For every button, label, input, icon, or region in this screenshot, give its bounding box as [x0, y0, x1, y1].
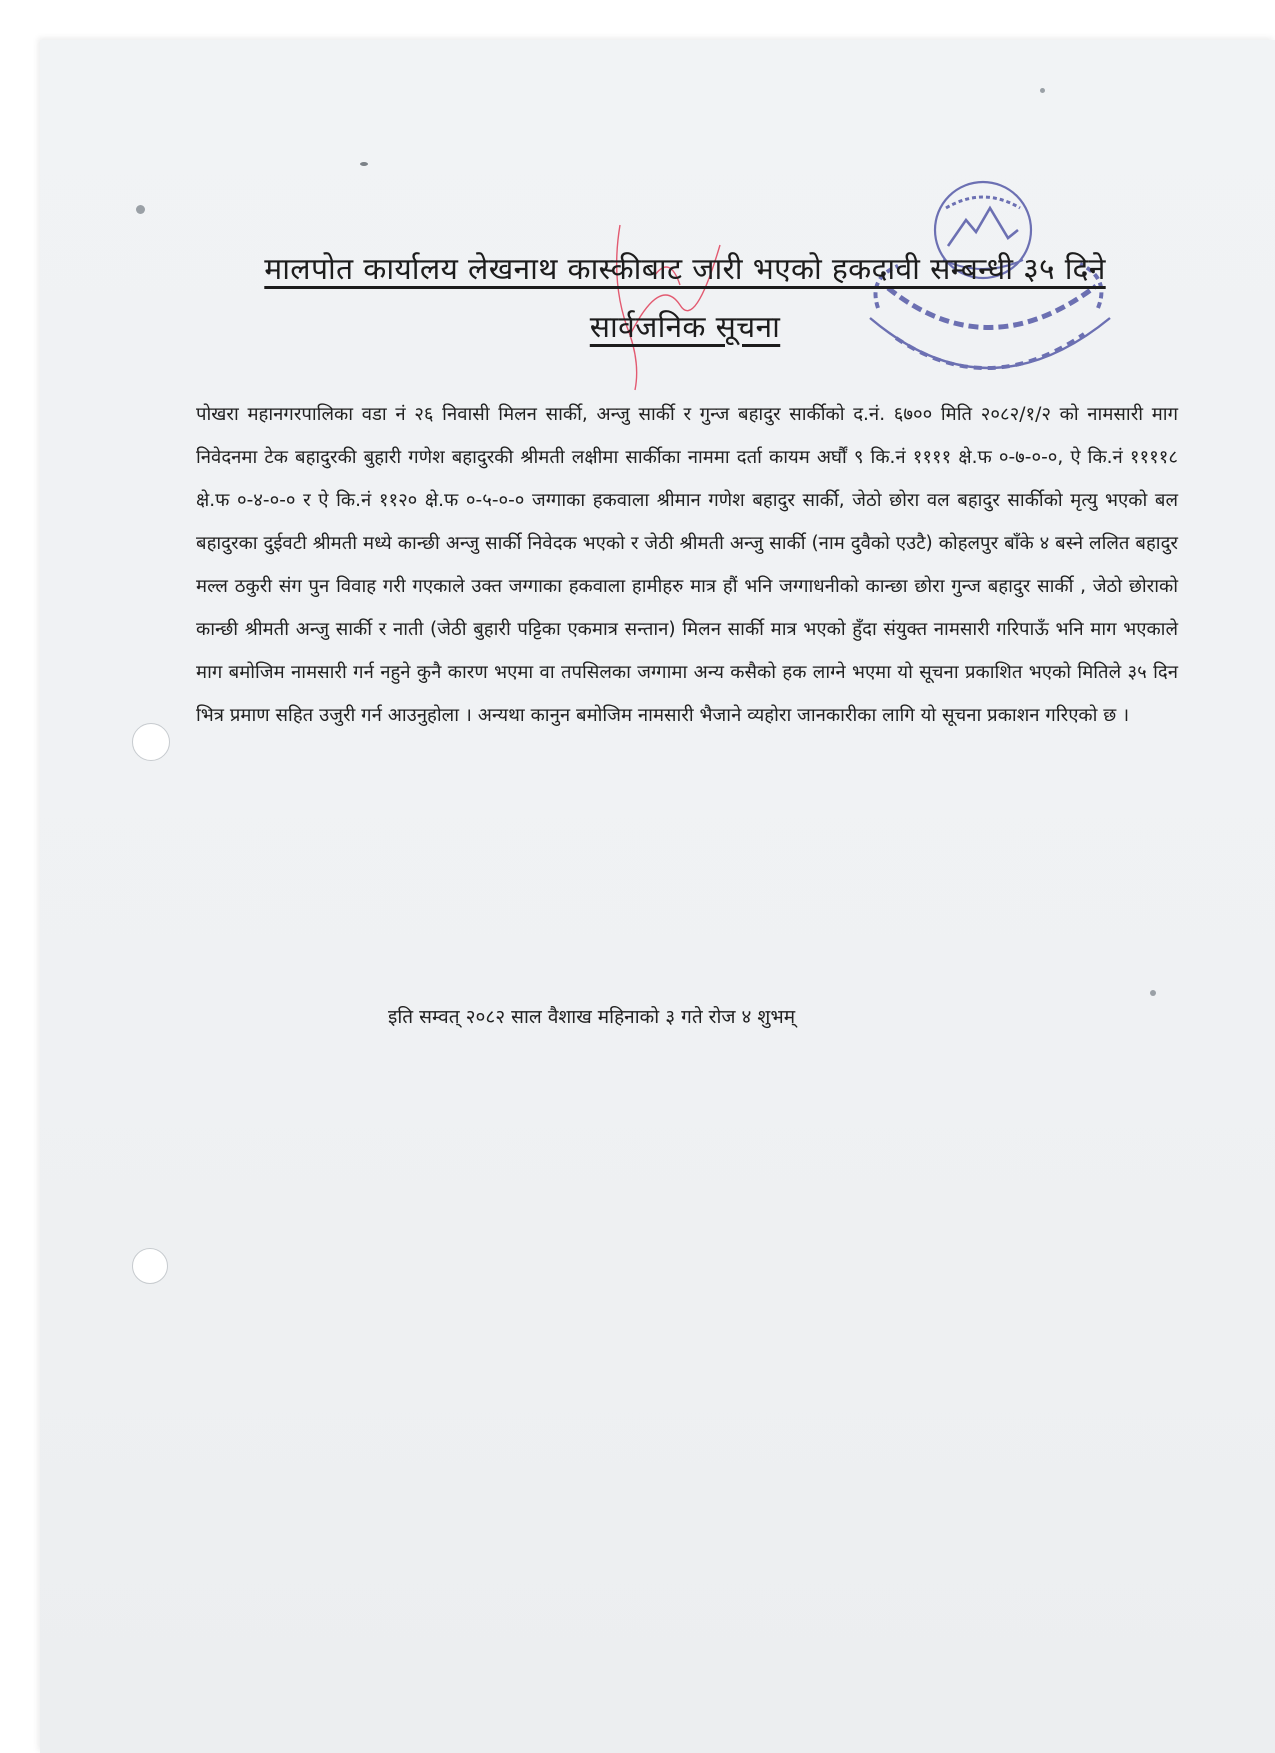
notice-title: मालपोत कार्यालय लेखनाथ कास्कीबाट जारी भएको हकदावी सम्बन्धी ३५ दिने सार्वजनिक सूचना [264, 252, 1106, 345]
notice-closing-date: इति सम्वत् २०८२ साल वैशाख महिनाको ३ गते रोज ४ शुभम् [388, 1006, 796, 1028]
paper-speck [1150, 990, 1156, 996]
notice-body: पोखरा महानगरपालिका वडा नं २६ निवासी मिलन सार्की, अन्जु सार्की र गुन्ज बहादुर सार्कीको द.नं. ६७०० मिति २०८२/१/२ को नामसारी माग निवेदनमा टेक बहादुरकी बुहारी गणेश बहादुरकी श्रीमती लक्षीमा सार्कीका नाममा दर्ता कायम अर्घौं ९ कि.नं ११११ क्षे.फ ०-७-०-०, ऐ कि.नं ११११८ क्षे.फ ०-४-०-० र ऐ कि.नं ११२० क्षे.फ ०-५-०-० जग्गाका हकवाला श्रीमान गणेश बहादुर सार्की, जेठो छोरा वल बहादुर सार्कीको मृत्यु भएको बल बहादुरका दुईवटी श्रीमती मध्ये कान्छी अन्जु सार्की निवेदक भएको र जेठी श्रीमती अन्जु सार्की (नाम दुवैको एउटै) कोहलपुर बाँके ४ बस्ने ललित बहादुर मल्ल ठकुरी संग पुन विवाह गरी गएकाले उक्त जग्गाका हकवाला हामीहरु मात्र हौं भनि जग्गाधनीको कान्छा छोरा गुन्ज बहादुर सार्की , जेठो छोराको कान्छी श्रीमती अन्जु सार्की र नाती (जेठी बुहारी पट्टिका एकमात्र सन्तान) मिलन सार्की मात्र भएको हुँदा संयुक्त नामसारी गरिपाऊँ भनि माग भएकाले माग बमोजिम नामसारी गर्न नहुने कुनै कारण भएमा वा तपसिलका जग्गामा अन्य कसैको हक लाग्ने भएमा यो सूचना प्रकाशित भएको मितिले ३५ दिन भित्र प्रमाण सहित उजुरी गर्न आउनुहोला । अन्यथा कानुन बमोजिम नामसारी भैजाने व्यहोरा जानकारीका लागि यो सूचना प्रकाशन गरिएको छ । [196, 404, 1178, 726]
paper-speck [360, 162, 368, 166]
punch-hole [132, 1248, 168, 1284]
paper-speck [136, 205, 145, 214]
paper-speck [1040, 88, 1045, 93]
punch-hole [132, 723, 170, 761]
